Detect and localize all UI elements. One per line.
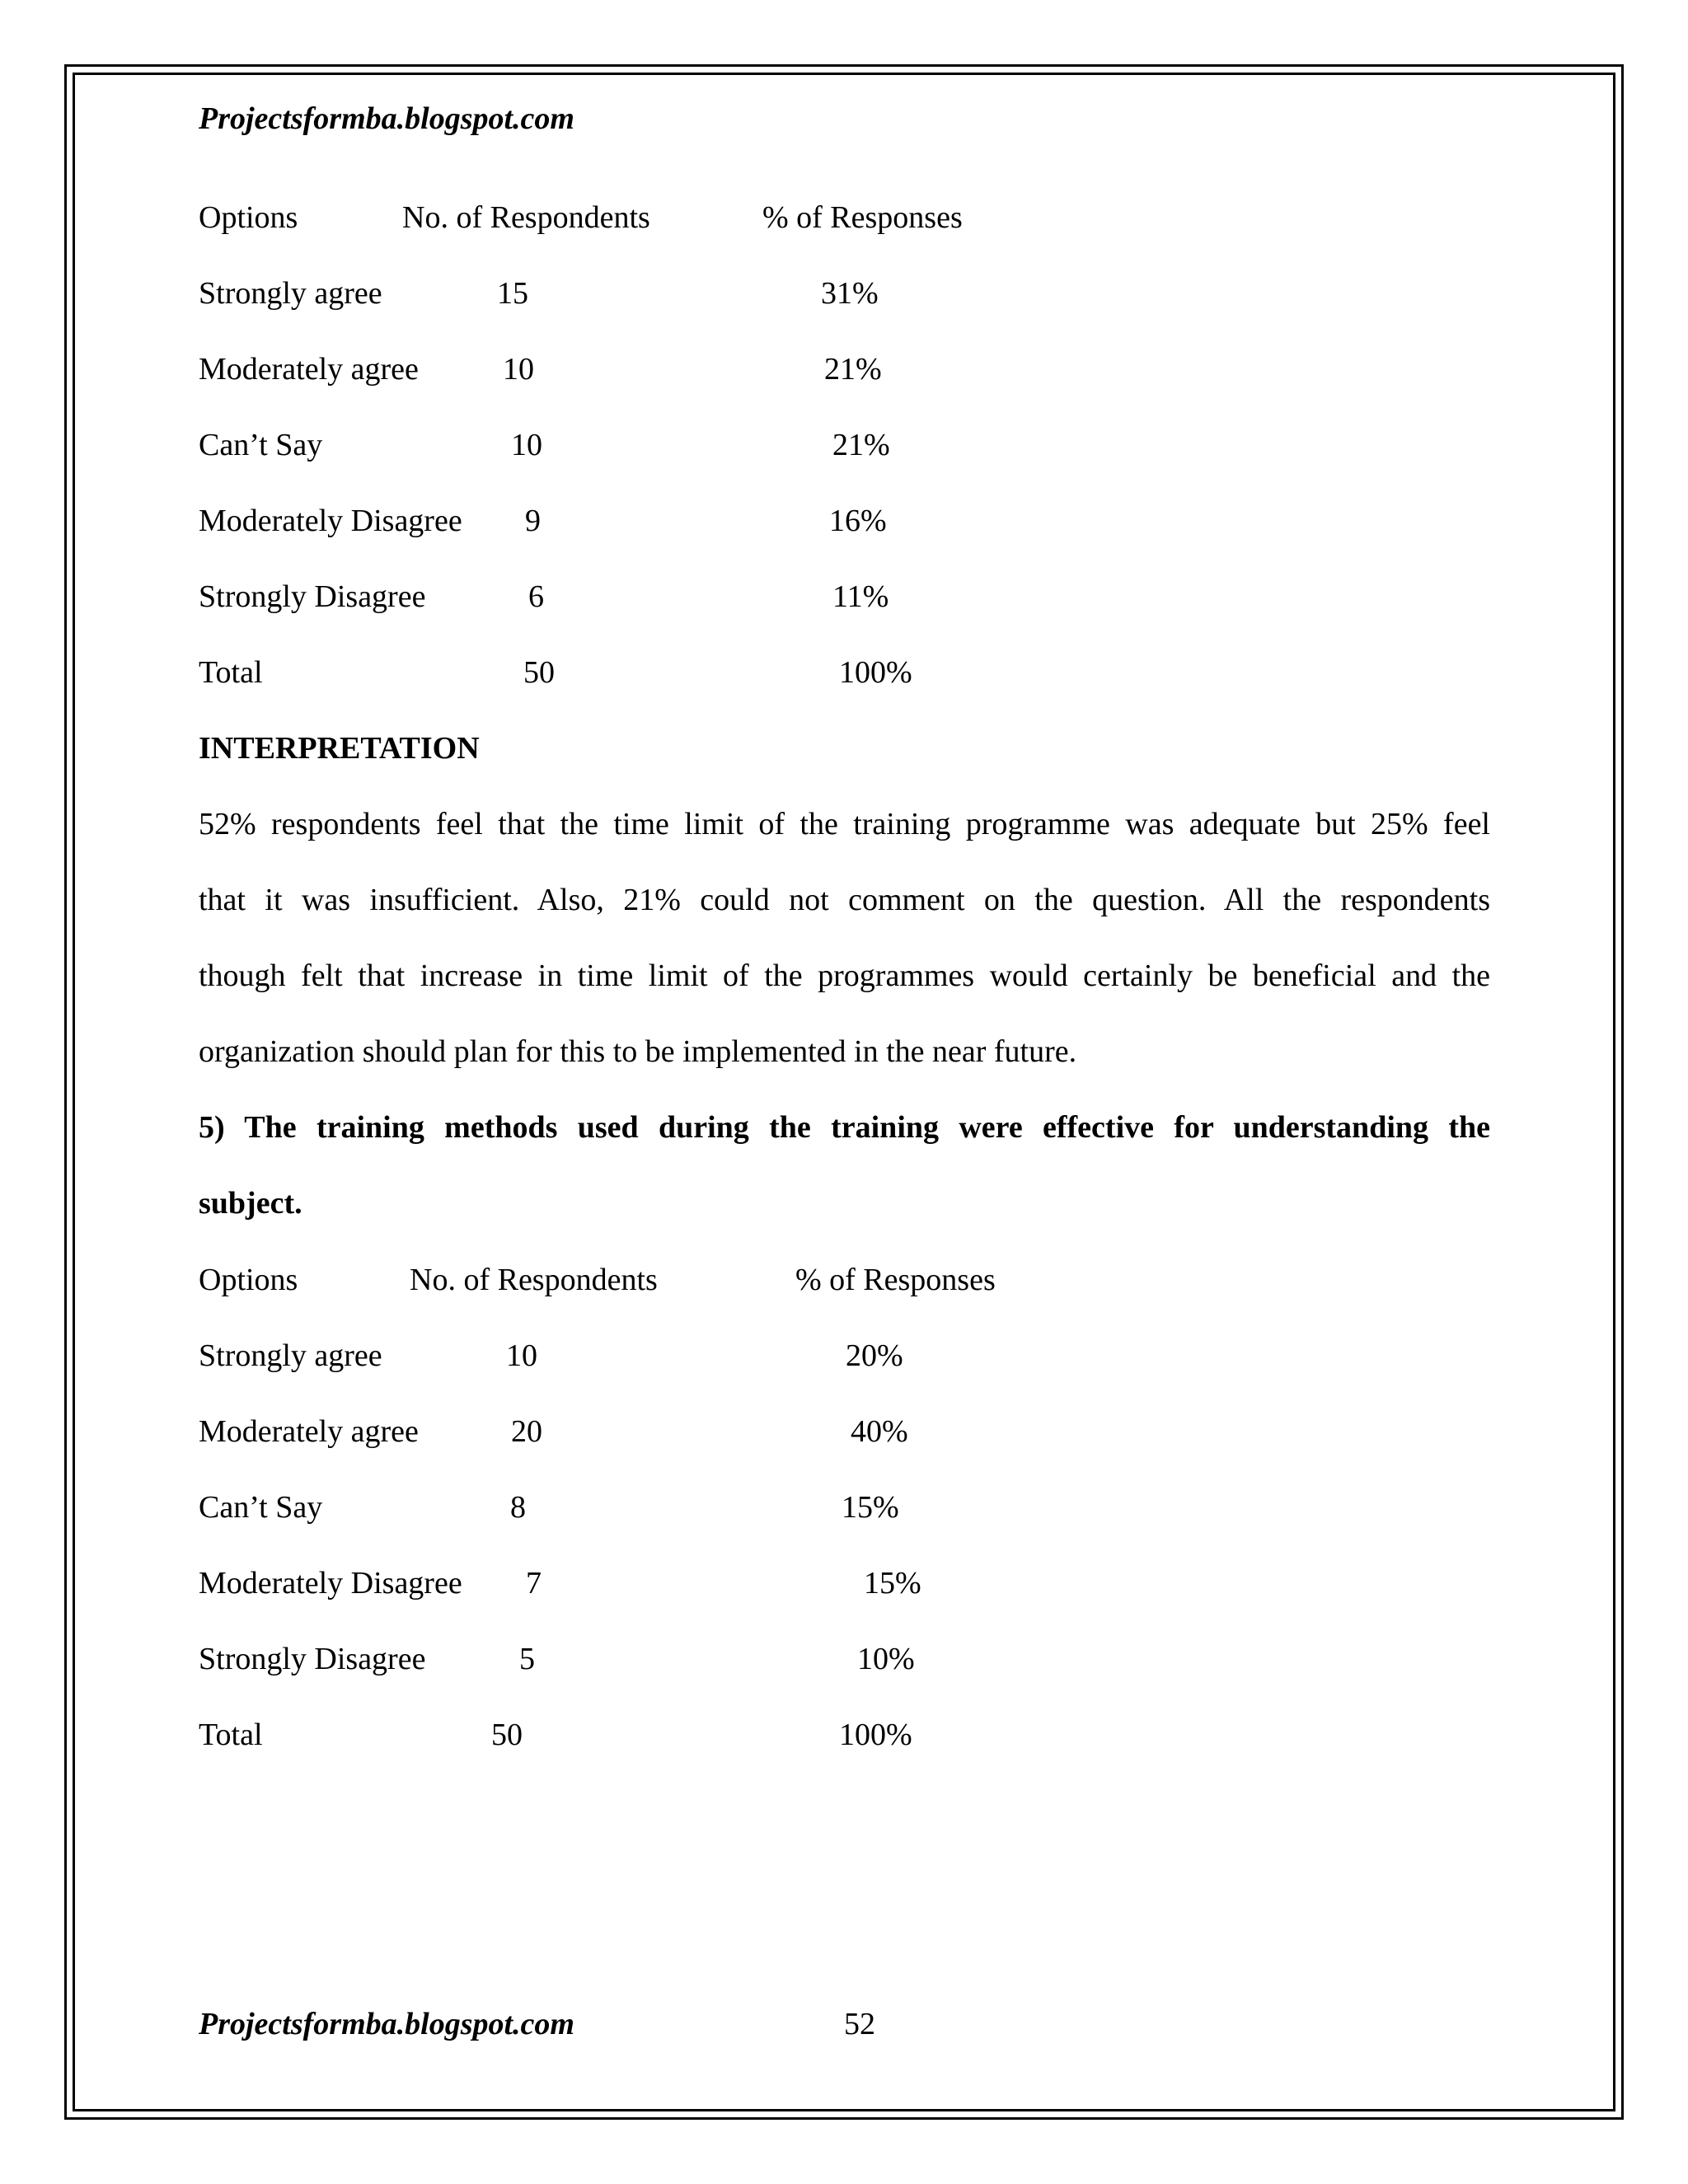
table2-option: Strongly Disagree xyxy=(199,1642,426,1676)
table1-option: Strongly agree xyxy=(199,276,382,311)
question-5-line: 5) The training methods used during the training were effective for understanding the xyxy=(199,1110,1490,1145)
interpretation-heading: INTERPRETATION xyxy=(199,731,480,766)
table1-option: Moderately Disagree xyxy=(199,504,462,538)
table2-count: 10 xyxy=(506,1338,537,1373)
table1-option: Moderately agree xyxy=(199,352,419,387)
question-5-heading xyxy=(199,1090,1490,1241)
interpretation-paragraph xyxy=(199,786,1490,1090)
interpretation-line: though felt that increase in time limit of the programmes would certainly be beneficial and the xyxy=(199,958,1490,993)
table1-count: 10 xyxy=(503,352,534,387)
table1-header-responses: % of Responses xyxy=(762,200,963,235)
table2-count: 20 xyxy=(511,1414,542,1449)
table2-percent: 10% xyxy=(857,1642,915,1676)
table2-count: 8 xyxy=(510,1490,526,1525)
table1-percent: 16% xyxy=(829,504,887,538)
table2-option: Total xyxy=(199,1718,263,1752)
table1-count: 10 xyxy=(511,428,542,462)
table2-header-responses: % of Responses xyxy=(795,1263,996,1297)
page-number: 52 xyxy=(844,2007,875,2041)
table2-count: 50 xyxy=(491,1718,523,1752)
interpretation-line: that it was insufficient. Also, 21% could not comment on the question. All the respondents xyxy=(199,883,1490,917)
table1-percent: 11% xyxy=(832,579,889,614)
table1-count: 50 xyxy=(523,655,555,690)
table2-percent: 15% xyxy=(842,1490,899,1525)
table2-percent: 20% xyxy=(846,1338,903,1373)
table1-header-options: Options xyxy=(199,200,298,235)
footer-site: Projectsformba.blogspot.com xyxy=(199,2007,574,2041)
table2-option: Can’t Say xyxy=(199,1490,323,1525)
interpretation-line: organization should plan for this to be implemented in the near future. xyxy=(199,1034,1077,1069)
table1-header-respondents: No. of Respondents xyxy=(402,200,650,235)
table2-header-respondents: No. of Respondents xyxy=(410,1263,658,1297)
table1-percent: 21% xyxy=(832,428,890,462)
table1-percent: 21% xyxy=(824,352,882,387)
table2-header-options: Options xyxy=(199,1263,298,1297)
table2-option: Moderately Disagree xyxy=(199,1566,462,1601)
table1-count: 9 xyxy=(525,504,541,538)
table2-percent: 15% xyxy=(864,1566,921,1601)
table2-option: Strongly agree xyxy=(199,1338,382,1373)
table1-percent: 31% xyxy=(821,276,879,311)
table2-count: 5 xyxy=(519,1642,535,1676)
table1-percent: 100% xyxy=(839,655,912,690)
table1-option: Strongly Disagree xyxy=(199,579,426,614)
header-site: Projectsformba.blogspot.com xyxy=(199,101,574,136)
table1-count: 6 xyxy=(528,579,544,614)
table1-option: Total xyxy=(199,655,263,690)
table2-option: Moderately agree xyxy=(199,1414,419,1449)
table2-count: 7 xyxy=(526,1566,542,1601)
table1-option: Can’t Say xyxy=(199,428,323,462)
question-5-line: subject. xyxy=(199,1186,302,1221)
table1-count: 15 xyxy=(497,276,528,311)
table2-percent: 100% xyxy=(839,1718,912,1752)
interpretation-line: 52% respondents feel that the time limit of the training programme was adequate but 25% feel xyxy=(199,807,1490,841)
table2-percent: 40% xyxy=(851,1414,908,1449)
